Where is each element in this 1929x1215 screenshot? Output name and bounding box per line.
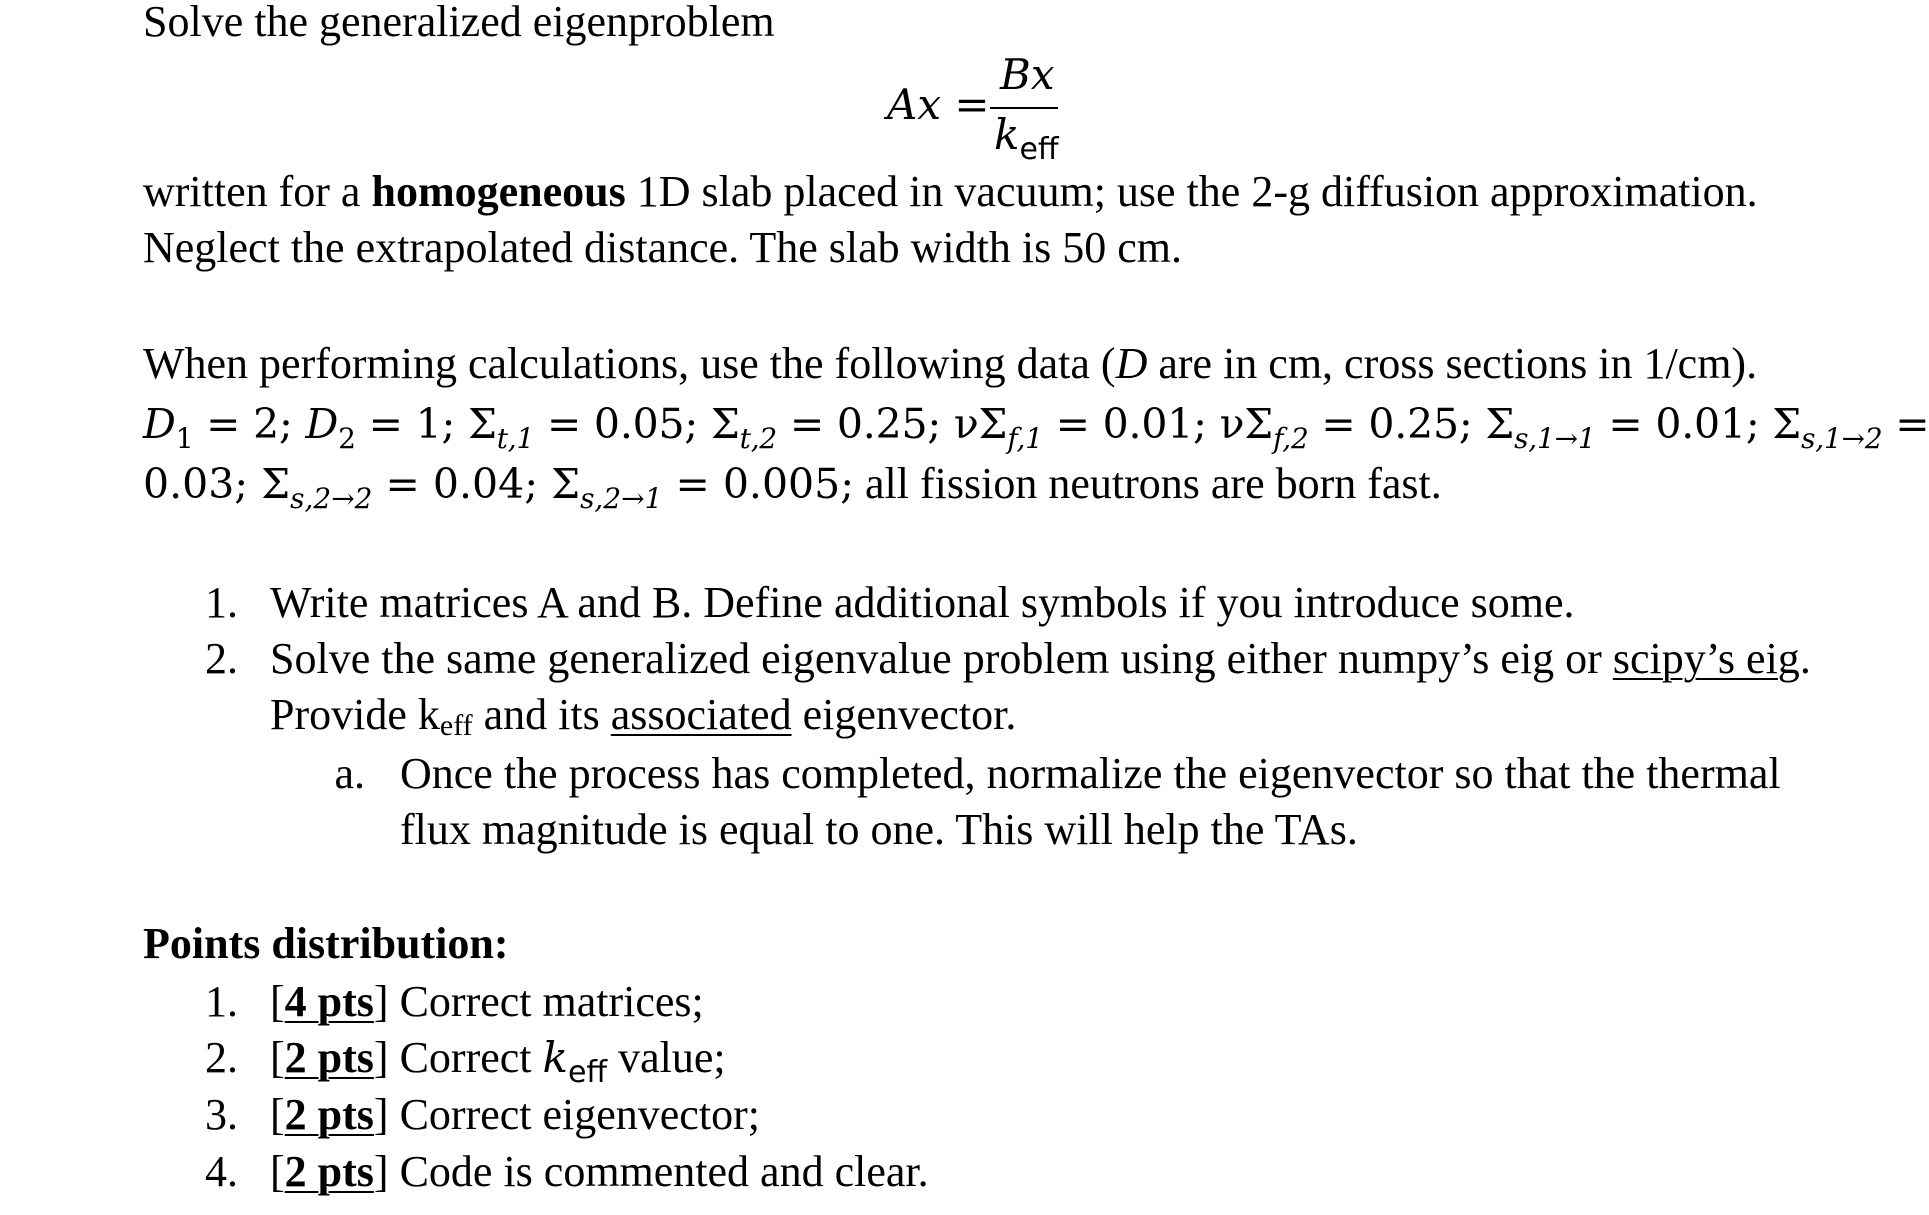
bracket-close: ]	[373, 1147, 389, 1196]
nu-sigma-f2-value: = 0.25;	[1308, 400, 1486, 448]
k-symbol: k	[994, 110, 1020, 159]
sigma-t1-symbol: Σ	[467, 400, 497, 448]
points-item-3-text: Correct eigenvector;	[388, 1090, 760, 1139]
sigma-s12-sub: s,1→2	[1801, 422, 1883, 455]
fission-note: all fission neutrons are born fast.	[854, 459, 1442, 508]
keff-subscript: eff	[439, 709, 473, 742]
points-item-1-text: Correct matrices;	[388, 977, 704, 1026]
intro-line-3: Neglect the extrapolated distance. The slab width is 50 cm.	[143, 223, 1182, 272]
sigma-s12-value-cont: 0.03;	[143, 460, 262, 508]
sigma-s21-value: = 0.005;	[662, 460, 855, 508]
data-line-1-post: are in cm, cross sections in 1/cm).	[1147, 339, 1758, 388]
points-value: 2 pts	[284, 1147, 374, 1196]
sigma-t1-sub: t,1	[496, 422, 535, 455]
sigma-s21-symbol: Σ	[551, 460, 581, 508]
bracket-open: [	[270, 1147, 285, 1196]
sigma-s11-symbol: Σ	[1485, 400, 1515, 448]
sigma-t1-value: = 0.05;	[534, 400, 711, 448]
points-value: 2 pts	[284, 1033, 374, 1082]
sigma-t2-value: = 0.25;	[777, 400, 954, 448]
subtask-a-label: a.	[334, 749, 365, 798]
nu-sigma-f2-sub: f,2	[1273, 422, 1309, 455]
nu-sigma-f2-symbol: νΣ	[1219, 400, 1274, 448]
d1-value: = 2;	[193, 400, 306, 448]
equation-fraction	[990, 50, 1059, 167]
points-item-3-number: 3.	[205, 1090, 238, 1139]
task-2-line-2-a: Provide k	[270, 690, 440, 739]
d1-sub: 1	[175, 422, 194, 455]
sigma-s12-value: =	[1882, 400, 1929, 448]
task-2-number: 2.	[205, 634, 238, 683]
points-item-1-number: 1.	[205, 977, 238, 1026]
points-item-4	[270, 1144, 929, 1200]
task-2-line-2-c: eigenvector.	[791, 690, 1017, 739]
fraction-bar	[990, 107, 1058, 109]
bracket-close: ]	[373, 977, 389, 1026]
d2-value: = 1;	[355, 400, 468, 448]
data-line-1-ital: D	[1115, 339, 1148, 388]
intro-line-2-pre: written for a	[143, 167, 372, 216]
sigma-s22-value: = 0.04;	[372, 460, 552, 508]
nu-sigma-f1-value: = 0.01;	[1042, 400, 1220, 448]
task-2-line-2-b: and its	[472, 690, 611, 739]
intro-line-2-post: 1D slab placed in vacuum; use the 2-g diffusion approximation.	[625, 167, 1758, 216]
sigma-s21-sub: s,2→1	[580, 482, 663, 515]
sigma-s11-value: = 0.01;	[1595, 400, 1773, 448]
equation-lhs-text: Ax =	[887, 80, 990, 129]
sigma-s22-symbol: Σ	[261, 460, 291, 508]
d1-symbol: D	[143, 400, 176, 448]
bracket-close: ]	[373, 1033, 389, 1082]
task-2-text	[270, 631, 1811, 687]
task-1-number: 1.	[205, 578, 238, 627]
equation-lhs	[887, 80, 990, 130]
scipy-eig-link[interactable]: scipy’s eig	[1612, 634, 1800, 683]
data-line-1	[143, 336, 1757, 392]
k-symbol: k	[542, 1033, 568, 1082]
nu-sigma-f1-symbol: νΣ	[953, 400, 1008, 448]
intro-line-2-bold: homogeneous	[371, 167, 626, 216]
points-item-1	[270, 974, 704, 1030]
sigma-t2-sub: t,2	[739, 422, 778, 455]
sigma-t2-symbol: Σ	[710, 400, 740, 448]
subtask-a-line-2: flux magnitude is equal to one. This will help the TAs.	[400, 805, 1358, 854]
data-line-3	[143, 456, 1442, 527]
intro-line-2	[143, 164, 1758, 220]
points-item-4-number: 4.	[205, 1147, 238, 1196]
points-item-2-text-b: value;	[607, 1033, 726, 1082]
points-heading: Points distribution:	[143, 919, 509, 968]
sigma-s22-sub: s,2→2	[290, 482, 373, 515]
points-value: 2 pts	[284, 1090, 374, 1139]
points-item-2-number: 2.	[205, 1033, 238, 1082]
task-2-text-b: .	[1799, 634, 1811, 683]
points-value: 4 pts	[284, 977, 374, 1026]
intro-line-1: Solve the generalized eigenproblem	[143, 0, 775, 46]
subtask-a-line-1: Once the process has completed, normalize the eigenvector so that the thermal	[400, 749, 1781, 798]
nu-sigma-f1-sub: f,1	[1007, 422, 1043, 455]
points-item-3	[270, 1087, 760, 1143]
d2-symbol: D	[305, 400, 339, 448]
bracket-close: ]	[373, 1090, 389, 1139]
bracket-open: [	[270, 1033, 285, 1082]
d2-sub: 2	[338, 422, 356, 455]
associated-underlined: associated	[610, 690, 792, 739]
equation-numerator: Bx	[1000, 50, 1055, 99]
points-item-2-text-a: Correct	[388, 1033, 543, 1082]
k-subscript: eff	[1019, 132, 1059, 167]
bracket-open: [	[270, 1090, 285, 1139]
task-1-text: Write matrices A and B. Define additional symbols if you introduce some.	[270, 578, 1575, 627]
task-2-text-a: Solve the same generalized eigenvalue problem using either numpy’s eig or	[270, 634, 1613, 683]
sigma-s12-symbol: Σ	[1772, 400, 1802, 448]
data-line-1-pre: When performing calculations, use the following data (	[143, 339, 1116, 388]
task-2-line-2	[270, 687, 1016, 754]
sigma-s11-sub: s,1→1	[1514, 422, 1596, 455]
bracket-open: [	[270, 977, 285, 1026]
points-item-4-text: Code is commented and clear.	[388, 1147, 929, 1196]
k-subscript: eff	[567, 1055, 608, 1090]
